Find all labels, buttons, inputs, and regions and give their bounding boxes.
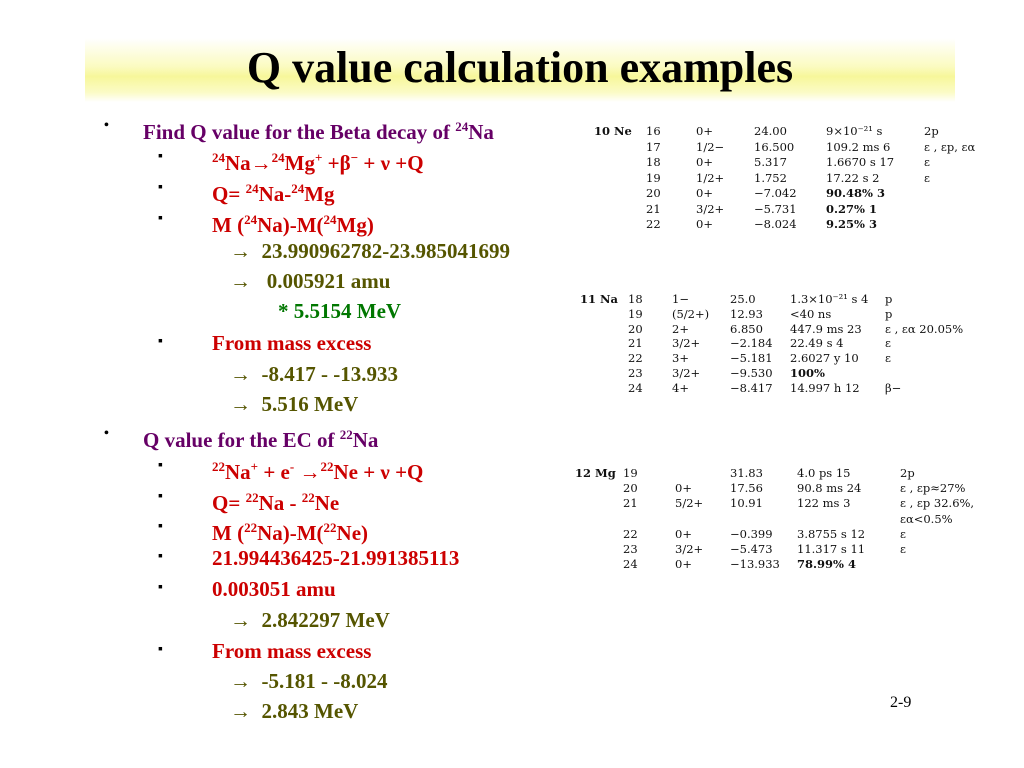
table-cell: ε: [885, 351, 891, 366]
table-cell: 0+: [696, 124, 713, 138]
bullet-dot: •: [104, 118, 109, 133]
table-cell: 17.56: [730, 481, 763, 496]
table-cell: 17.22 s 2: [826, 170, 880, 185]
table-cell: 109.2 ms 6: [826, 139, 891, 154]
bullet-dot: •: [104, 426, 109, 441]
arrow-icon: →: [230, 269, 251, 293]
table-cell: 0+: [675, 526, 692, 541]
table-cell: 5.317: [754, 155, 787, 169]
table-cell: 16.500: [754, 139, 795, 154]
table-cell: ε: [900, 526, 906, 541]
arrow-icon: →: [230, 392, 251, 416]
element-label: 10 Ne: [594, 124, 632, 138]
mass-difference-na24: M ($^{24}$Na)-M($^{24}$Mg): [212, 212, 374, 237]
table-cell: 23: [623, 542, 638, 556]
mass-excess-result-2: → 2.843 MeV: [230, 699, 359, 723]
table-cell: ε: [924, 155, 930, 169]
table-cell: 1.3×10⁻²¹ s 4: [790, 292, 869, 306]
table-cell: ε , εα 20.05%: [885, 321, 964, 336]
table-cell: <40 ns: [790, 306, 832, 321]
table-cell: −13.933: [730, 557, 780, 572]
table-cell: 0+: [696, 155, 713, 169]
table-cell: 0+: [675, 481, 692, 496]
table-cell: 3/2+: [672, 366, 701, 380]
table-cell: 22.49 s 4: [790, 336, 844, 351]
beta-decay-equation: $^{24}$Na→$^{24}$Mg+ +β− + ν +Q: [212, 150, 424, 175]
table-cell: −5.181: [730, 351, 773, 366]
table-cell: 3/2+: [675, 542, 704, 556]
table-cell: 10.91: [730, 496, 763, 511]
table-cell: 16: [646, 124, 661, 138]
table-cell: 2.6027 y 10: [790, 351, 859, 366]
table-cell: p: [885, 306, 893, 321]
mass-excess-heading-1: From mass excess: [212, 331, 372, 355]
table-cell: (5/2+): [672, 306, 710, 321]
table-cell: 0+: [696, 186, 713, 200]
bullet-square: ▪: [158, 180, 163, 195]
page-number: 2-9: [890, 694, 912, 711]
bullet-square: ▪: [158, 149, 163, 164]
ec-equation: $^{22}$Na+ + e- →$^{22}$Ne + ν +Q: [212, 459, 424, 484]
table-cell: 20: [646, 186, 661, 200]
arrow-icon: →: [230, 699, 251, 723]
table-cell: 4.0 ps 15: [797, 466, 851, 480]
table-cell: −8.417: [730, 380, 773, 395]
table-cell: β−: [885, 380, 902, 395]
table-cell: 31.83: [730, 466, 763, 480]
bullet-square: ▪: [158, 519, 163, 534]
arrow-icon: →: [250, 151, 272, 175]
table-cell: 25.0: [730, 292, 756, 306]
q-definition-na24: Q= $^{24}$Na-$^{24}$Mg: [212, 181, 335, 206]
mass-values-na22: 21.994436425-21.991385113: [212, 546, 460, 570]
beta-decay-heading: Find Q value for the Beta decay of $^{24}$Na: [143, 119, 494, 144]
table-cell: 3.8755 s 12: [797, 526, 866, 541]
table-cell: 18: [628, 292, 643, 306]
mass-excess-heading-2: From mass excess: [212, 639, 372, 663]
table-cell: 0.27% 1: [826, 201, 877, 216]
table-cell: 90.48% 3: [826, 186, 885, 200]
table-cell: εα<0.5%: [900, 511, 953, 526]
bullet-square: ▪: [158, 580, 163, 595]
table-cell: ε , εp 32.6%,: [900, 496, 975, 511]
table-cell: 14.997 h 12: [790, 380, 860, 395]
table-cell: −0.399: [730, 526, 773, 541]
table-cell: ε , εp≈27%: [900, 481, 966, 496]
table-cell: 18: [646, 155, 661, 169]
table-cell: −7.042: [754, 186, 797, 200]
table-cell: 21: [628, 336, 643, 351]
table-cell: 1−: [672, 292, 689, 306]
bullet-square: ▪: [158, 211, 163, 226]
table-cell: 22: [646, 217, 661, 231]
amu-result-na24: → 0.005921 amu: [230, 269, 391, 293]
table-cell: 19: [628, 306, 643, 321]
bullet-square: ▪: [158, 334, 163, 349]
table-cell: 3+: [672, 351, 689, 366]
table-cell: 22: [623, 526, 638, 541]
bullet-square: ▪: [158, 489, 163, 504]
table-cell: 24: [628, 380, 643, 395]
table-cell: −2.184: [730, 336, 773, 351]
table-cell: 3/2+: [696, 201, 725, 216]
arrow-icon: →: [230, 669, 251, 693]
table-cell: 0+: [675, 557, 692, 572]
table-cell: 19: [646, 170, 661, 185]
nuclide-table-mg: [575, 466, 1005, 586]
table-cell: ε: [885, 336, 891, 351]
table-cell: 21: [646, 201, 661, 216]
table-cell: 12.93: [730, 306, 763, 321]
bullet-square: ▪: [158, 642, 163, 657]
table-cell: 23: [628, 366, 643, 380]
table-cell: −9.530: [730, 366, 773, 380]
bullet-square: ▪: [158, 458, 163, 473]
mev-result-na22: → 2.842297 MeV: [230, 608, 390, 632]
table-cell: p: [885, 292, 893, 306]
element-label: 11 Na: [580, 292, 618, 306]
table-cell: 2p: [900, 466, 915, 480]
table-cell: 2p: [924, 124, 939, 138]
table-cell: 5/2+: [675, 496, 704, 511]
table-cell: 21: [623, 496, 638, 511]
ec-heading: Q value for the EC of $^{22}$Na: [143, 427, 379, 452]
table-cell: ε: [900, 542, 906, 556]
mass-excess-values-1: → -8.417 - -13.933: [230, 362, 398, 386]
mass-excess-result-1: → 5.516 MeV: [230, 392, 359, 416]
table-cell: 1/2−: [696, 139, 725, 154]
table-cell: 4+: [672, 380, 689, 395]
table-cell: 90.8 ms 24: [797, 481, 862, 496]
table-cell: 6.850: [730, 321, 763, 336]
bullet-square: ▪: [158, 549, 163, 564]
table-cell: −5.731: [754, 201, 797, 216]
table-cell: 100%: [790, 366, 825, 380]
table-cell: 1.6670 s 17: [826, 155, 895, 169]
arrow-icon: →: [230, 362, 251, 386]
page-title: Q value calculation examples: [246, 43, 794, 92]
table-cell: 20: [628, 321, 643, 336]
table-cell: 9.25% 3: [826, 217, 877, 231]
element-label: 12 Mg: [575, 466, 616, 480]
mev-result-na24: * 5.5154 MeV: [278, 299, 402, 323]
arrow-icon: →: [294, 460, 321, 484]
table-cell: 24: [623, 557, 638, 572]
table-cell: 9×10⁻²¹ s: [826, 124, 883, 138]
table-cell: 78.99% 4: [797, 557, 856, 572]
table-cell: −8.024: [754, 217, 797, 231]
table-cell: 22: [628, 351, 643, 366]
table-cell: ε: [924, 170, 930, 185]
table-cell: 1.752: [754, 170, 787, 185]
table-cell: 11.317 s 11: [797, 542, 866, 556]
arrow-icon: →: [230, 239, 251, 263]
table-cell: 19: [623, 466, 638, 480]
amu-result-na22: 0.003051 amu: [212, 577, 336, 601]
table-cell: 24.00: [754, 124, 787, 138]
table-cell: 447.9 ms 23: [790, 321, 862, 336]
table-cell: −5.473: [730, 542, 773, 556]
table-cell: 122 ms 3: [797, 496, 851, 511]
table-cell: 20: [623, 481, 638, 496]
mass-difference-na22: M ($^{22}$Na)-M($^{22}$Ne): [212, 520, 369, 545]
table-cell: 17: [646, 139, 661, 154]
table-cell: 3/2+: [672, 336, 701, 351]
table-cell: 0+: [696, 217, 713, 231]
mass-values-na24: → 23.990962782-23.985041699: [230, 239, 510, 263]
title-banner: [85, 38, 955, 102]
nuclide-table-na: [580, 292, 1000, 402]
table-cell: 1/2+: [696, 170, 725, 185]
nuclide-table-ne: [594, 124, 1004, 234]
table-cell: ε , εp, εα: [924, 139, 976, 154]
table-cell: 2+: [672, 321, 689, 336]
mass-excess-values-2: → -5.181 - -8.024: [230, 669, 388, 693]
q-definition-na22: Q= $^{22}$Na - $^{22}$Ne: [212, 490, 340, 515]
arrow-icon: →: [230, 608, 251, 632]
